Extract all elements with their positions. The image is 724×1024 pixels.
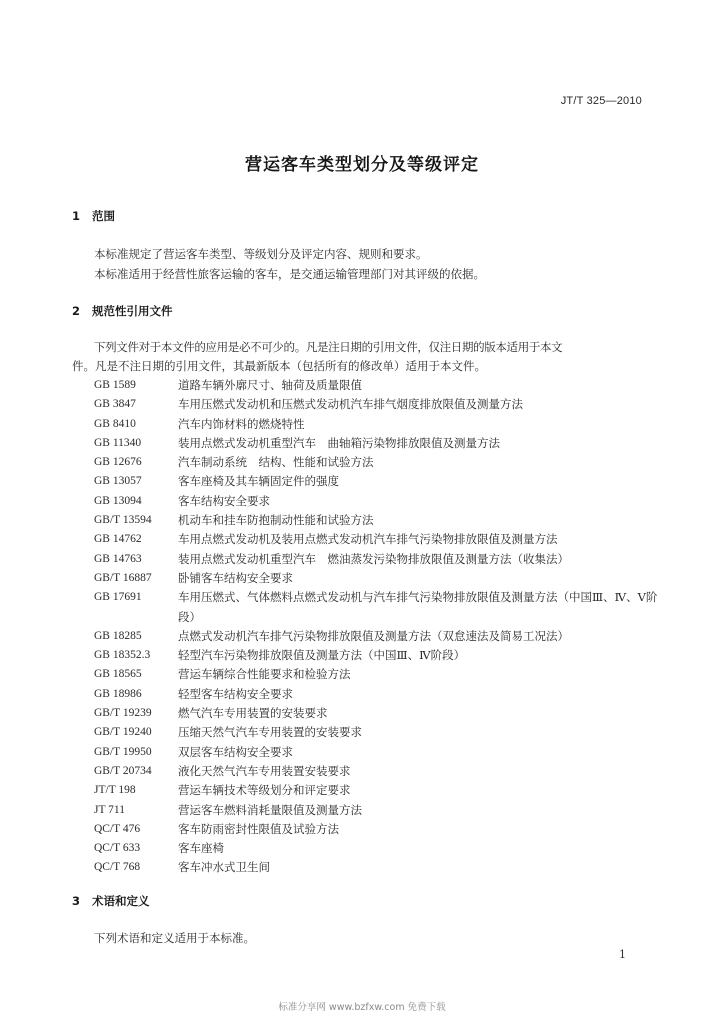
reference-code: GB/T 19239 (94, 707, 152, 720)
reference-title: 燃气汽车专用装置的安装要求 (178, 706, 328, 721)
reference-item (94, 472, 674, 491)
reference-list (94, 376, 674, 878)
reference-title: 车用压燃式、气体燃料点燃式发动机与汽车排气污染物排放限值及测量方法（中国Ⅲ、Ⅳ、Ⅴ阶段） (178, 590, 658, 624)
reference-title: 机动车和挂车防抱制动性能和试验方法 (178, 513, 374, 528)
reference-item (94, 704, 674, 723)
watermark-footer: 标准分享网 www.bzfxw.com 免费下载 (278, 1002, 446, 1013)
reference-title: 客车结构安全要求 (178, 493, 270, 508)
reference-code: GB 17691 (94, 591, 142, 604)
section-number: 2 (72, 304, 81, 318)
reference-code: GB 8410 (94, 417, 136, 430)
reference-code: GB/T 16887 (94, 571, 152, 584)
reference-title: 客车座椅及其车辆固定件的强度 (178, 474, 339, 489)
reference-title: 客车冲水式卫生间 (178, 860, 270, 875)
reference-item (94, 588, 674, 627)
reference-item (94, 511, 674, 530)
reference-item (94, 839, 674, 858)
reference-item (94, 395, 674, 414)
reference-code: GB 14763 (94, 552, 142, 565)
reference-code: GB 1589 (94, 379, 136, 391)
reference-item (94, 762, 674, 781)
terms-intro: 下列术语和定义适用于本标准。 (94, 931, 255, 945)
reference-item (94, 530, 674, 549)
reference-item (94, 434, 674, 453)
reference-title: 压缩天然气汽车专用装置的安装要求 (178, 725, 362, 740)
refs-intro-line-1: 下列文件对于本文件的应用是必不可少的。凡是注日期的引用文件，仅注日期的版本适用于本文 (94, 340, 563, 354)
reference-code: QC/T 768 (94, 861, 141, 874)
reference-item (94, 627, 674, 646)
reference-code: GB/T 13594 (94, 514, 152, 527)
reference-title: 装用点燃式发动机重型汽车 燃油蒸发污染物排放限值及测量方法（收集法） (178, 551, 569, 566)
reference-title: 营运车辆技术等级划分和评定要求 (178, 783, 351, 798)
section-1-heading (72, 208, 115, 224)
page-number: 1 (619, 948, 626, 961)
reference-item (94, 646, 674, 665)
document-code: JT/T 325—2010 (560, 95, 642, 107)
reference-title: 车用压燃式发动机和压燃式发动机汽车排气烟度排放限值及测量方法 (178, 397, 523, 412)
reference-code: GB 18986 (94, 687, 142, 700)
section-3-heading (72, 893, 150, 909)
reference-item (94, 453, 674, 472)
section-number: 1 (72, 209, 81, 223)
reference-code: JT/T 198 (94, 784, 136, 797)
reference-title: 营运车辆综合性能要求和检验方法 (178, 667, 351, 682)
reference-title: 双层客车结构安全要求 (178, 744, 293, 759)
document-title: 营运客车类型划分及等级评定 (245, 155, 479, 175)
reference-title: 汽车制动系统 结构、性能和试验方法 (178, 455, 374, 470)
scope-paragraph-2: 本标准适用于经营性旅客运输的客车，是交通运输管理部门对其评级的依据。 (94, 267, 485, 281)
reference-item (94, 415, 674, 434)
section-title: 范围 (92, 209, 115, 223)
reference-code: GB/T 19950 (94, 745, 152, 758)
reference-code: GB 18352.3 (94, 649, 151, 662)
reference-title: 卧铺客车结构安全要求 (178, 570, 293, 585)
reference-code: GB 13057 (94, 475, 142, 488)
reference-item (94, 801, 674, 820)
scope-paragraph-1: 本标准规定了营运客车类型、等级划分及评定内容、规则和要求。 (94, 247, 428, 261)
reference-title: 车用点燃式发动机及装用点燃式发动机汽车排气污染物排放限值及测量方法 (178, 532, 558, 547)
reference-code: GB 18565 (94, 668, 142, 681)
reference-code: GB 12676 (94, 456, 142, 469)
refs-intro-line-2: 件。凡是不注日期的引用文件，其最新版本（包括所有的修改单）适用于本文件。 (72, 359, 486, 373)
reference-item (94, 492, 674, 511)
reference-item (94, 569, 674, 588)
reference-code: GB/T 19240 (94, 726, 152, 739)
reference-code: GB 3847 (94, 398, 136, 411)
reference-title: 液化天然气汽车专用装置安装要求 (178, 763, 351, 778)
reference-item (94, 820, 674, 839)
reference-code: GB 18285 (94, 629, 142, 642)
reference-title: 营运客车燃料消耗量限值及测量方法 (178, 802, 362, 817)
reference-code: QC/T 633 (94, 842, 141, 855)
reference-code: GB 13094 (94, 494, 142, 507)
reference-code: GB 14762 (94, 533, 142, 546)
section-number: 3 (72, 894, 81, 908)
reference-item (94, 781, 674, 800)
reference-code: QC/T 476 (94, 822, 141, 835)
reference-item (94, 550, 674, 569)
section-2-heading (72, 303, 173, 319)
section-title: 规范性引用文件 (92, 304, 173, 318)
reference-item (94, 743, 674, 762)
reference-item (94, 685, 674, 704)
reference-code: GB/T 20734 (94, 764, 152, 777)
reference-item (94, 665, 674, 684)
reference-title: 客车防雨密封性限值及试验方法 (178, 821, 339, 836)
reference-title: 点燃式发动机汽车排气污染物排放限值及测量方法（双怠速法及简易工况法） (178, 628, 569, 643)
reference-title: 客车座椅 (178, 841, 224, 856)
reference-code: GB 11340 (94, 436, 142, 449)
reference-code: JT 711 (94, 803, 125, 816)
reference-item (94, 858, 674, 877)
reference-title: 轻型客车结构安全要求 (178, 686, 293, 701)
section-title: 术语和定义 (92, 894, 150, 908)
reference-item (94, 376, 674, 395)
reference-title: 装用点燃式发动机重型汽车 曲轴箱污染物排放限值及测量方法 (178, 435, 500, 450)
reference-title: 汽车内饰材料的燃烧特性 (178, 416, 305, 431)
reference-item (94, 723, 674, 742)
reference-title: 轻型汽车污染物排放限值及测量方法（中国Ⅲ、Ⅳ阶段） (178, 648, 466, 663)
reference-title: 道路车辆外廓尺寸、轴荷及质量限值 (178, 378, 362, 392)
